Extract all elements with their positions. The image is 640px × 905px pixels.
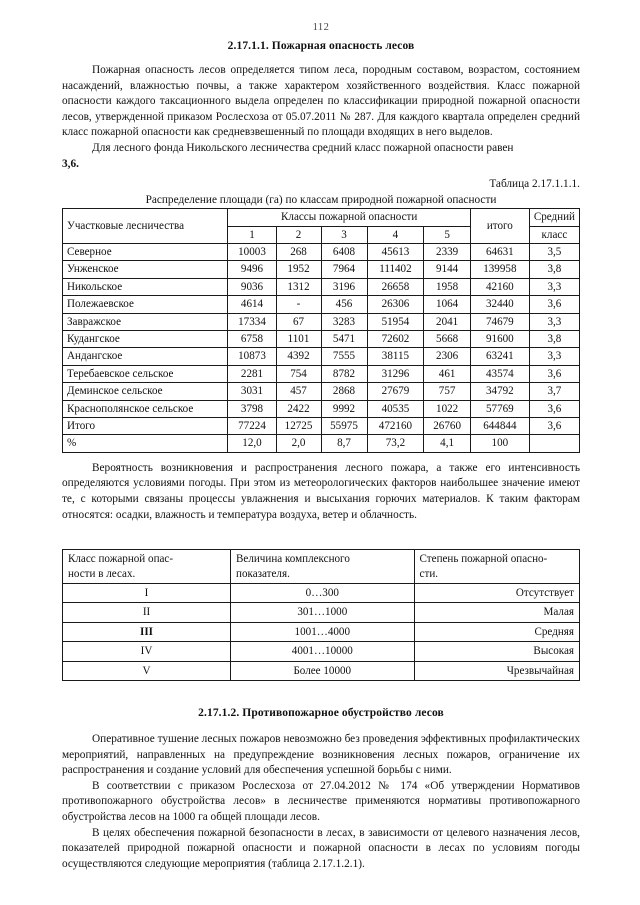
row-name: Кудангское xyxy=(63,331,228,348)
paragraph-safety-measures: В целях обеспечения пожарной безопасности в лесах, в зависимости от целевого назначения лесов, показателей природной пожарной опасности и пожарной опасности в лесах по условиям погоды осуществляются следующие мероприятия (таблица 2.17.1.2.1). xyxy=(62,826,580,870)
page-number: 112 xyxy=(312,22,330,33)
class-table-header-value xyxy=(231,550,415,584)
table-row xyxy=(63,365,580,382)
header-class-4: 4 xyxy=(367,226,424,243)
table-row xyxy=(63,313,580,330)
header-average-line2: класс xyxy=(529,226,579,243)
cell-class-5: 1022 xyxy=(424,400,471,417)
row-name: Полежаевское xyxy=(63,296,228,313)
paragraph-fire-suppression: Оперативное тушение лесных пожаров невозможно без проведения эффективных профилактических мероприятий, направленных на предупреждение возникновения лесных пожаров, ограничение их распространения и создание условий для обеспечения успешной борьбы с ними. xyxy=(62,733,580,777)
cell-class-4: 40535 xyxy=(367,400,424,417)
percent-total: 100 xyxy=(470,435,529,452)
percent-class-3: 8,7 xyxy=(321,435,367,452)
header-class-2: 2 xyxy=(276,226,321,243)
class-value: Более 10000 xyxy=(231,661,415,680)
cell-average: 3,7 xyxy=(529,383,579,400)
cell-class-4: 72602 xyxy=(367,331,424,348)
cell-average: 3,8 xyxy=(529,331,579,348)
header-total: итого xyxy=(470,209,529,244)
cell-class-1: 6758 xyxy=(228,331,276,348)
cell-class-3: 5471 xyxy=(321,331,367,348)
cell-class-2: 457 xyxy=(276,383,321,400)
cell-class-3: 6408 xyxy=(321,243,367,260)
class-table-row xyxy=(63,584,580,603)
degree-header-line1: Степень пожарной опасно- xyxy=(419,553,548,566)
class-roman: I xyxy=(63,584,231,603)
cell-total: 91600 xyxy=(470,331,529,348)
class-roman: IV xyxy=(63,642,231,661)
section-heading-fire-danger: 2.17.1.1. Пожарная опасность лесов xyxy=(227,40,415,52)
cell-class-5: 2306 xyxy=(424,348,471,365)
cell-average: 3,6 xyxy=(529,400,579,417)
cell-total: 63241 xyxy=(470,348,529,365)
cell-class-2: 67 xyxy=(276,313,321,330)
cell-class-1: 10003 xyxy=(228,243,276,260)
table-row xyxy=(63,348,580,365)
paragraph-order-174: В соответствии с приказом Рослесхоза от 27.04.2012 № 174 «Об утверждении Нормативов противопожарного обустройства лесов» в лесничестве применяются нормативы противопожарного обустройства лесов на 1000 га общей площади лесов. xyxy=(62,779,580,824)
cell-class-4: 26306 xyxy=(367,296,424,313)
cell-class-4: 51954 xyxy=(367,313,424,330)
paragraph-weather-factors: Вероятность возникновения и распространения лесного пожара, а также его интенсивность определяются условиями погоды. При этом из метеорологических факторов наибольшее значение имеют те, с которыми связаны процессы увлажнения и высыхания горючих материалов. К таким факторам относятся: осадки, влажность и температура воздуха, ветер и облачность. xyxy=(62,461,580,521)
cell-total: 32440 xyxy=(470,296,529,313)
average-class-value: 3,6. xyxy=(62,157,79,170)
cell-class-4: 26658 xyxy=(367,278,424,295)
cell-average: 3,8 xyxy=(529,261,579,278)
total-class-5: 26760 xyxy=(424,418,471,435)
cell-class-1: 9036 xyxy=(228,278,276,295)
class-degree: Малая xyxy=(414,603,579,622)
table-row xyxy=(63,383,580,400)
section-heading-fire-prevention: 2.17.1.2. Противопожарное обустройство лесов xyxy=(198,707,444,720)
header-average-line1: Средний xyxy=(529,209,579,226)
cell-average: 3,6 xyxy=(529,296,579,313)
cell-class-1: 3031 xyxy=(228,383,276,400)
class-degree: Отсутствует xyxy=(414,584,579,603)
cell-class-3: 8782 xyxy=(321,365,367,382)
total-class-4: 472160 xyxy=(367,418,424,435)
spacer xyxy=(62,523,580,549)
cell-class-5: 2339 xyxy=(424,243,471,260)
row-name: Деминское сельское xyxy=(63,383,228,400)
total-class-3: 55975 xyxy=(321,418,367,435)
cell-class-5: 1958 xyxy=(424,278,471,295)
class-header-line1: Класс пожарной опас- xyxy=(68,553,174,566)
class-degree: Чрезвычайная xyxy=(414,661,579,680)
cell-average: 3,3 xyxy=(529,313,579,330)
cell-class-5: 757 xyxy=(424,383,471,400)
table-caption-1: Распределение площади (га) по классам природной пожарной опасности xyxy=(145,194,497,207)
class-table-row xyxy=(63,622,580,641)
cell-class-2: 1952 xyxy=(276,261,321,278)
header-class-1: 1 xyxy=(228,226,276,243)
cell-average: 3,5 xyxy=(529,243,579,260)
table-fire-danger-classes xyxy=(62,549,580,681)
cell-average: 3,3 xyxy=(529,278,579,295)
cell-class-4: 45613 xyxy=(367,243,424,260)
row-name: Северное xyxy=(63,243,228,260)
cell-class-2: 1101 xyxy=(276,331,321,348)
class-value: 0…300 xyxy=(231,584,415,603)
percent-class-1: 12,0 xyxy=(228,435,276,452)
header-forestry: Участковые лесничества xyxy=(63,209,228,244)
value-header-line1: Величина комплексного xyxy=(236,553,350,566)
class-value: 301…1000 xyxy=(231,603,415,622)
percent-class-4: 73,2 xyxy=(367,435,424,452)
class-degree: Средняя xyxy=(414,622,579,641)
cell-class-1: 3798 xyxy=(228,400,276,417)
table-row xyxy=(63,261,580,278)
cell-total: 57769 xyxy=(470,400,529,417)
row-name: Краснополянское сельское xyxy=(63,400,228,417)
total-class-2: 12725 xyxy=(276,418,321,435)
class-table-header-row xyxy=(63,550,580,584)
row-name: Унженское xyxy=(63,261,228,278)
value-header-line2: показателя. xyxy=(236,567,290,580)
cell-class-1: 4614 xyxy=(228,296,276,313)
cell-class-1: 9496 xyxy=(228,261,276,278)
cell-total: 74679 xyxy=(470,313,529,330)
cell-class-2: 754 xyxy=(276,365,321,382)
cell-class-3: 456 xyxy=(321,296,367,313)
cell-total: 34792 xyxy=(470,383,529,400)
percent-row-name: % xyxy=(63,435,228,452)
cell-class-1: 10873 xyxy=(228,348,276,365)
table-total-row xyxy=(63,418,580,435)
table-area-by-fire-danger-class xyxy=(62,208,580,453)
cell-class-4: 31296 xyxy=(367,365,424,382)
class-table-header-degree xyxy=(414,550,579,584)
class-roman: II xyxy=(63,603,231,622)
paragraph-average-class xyxy=(62,141,580,157)
cell-class-2: 268 xyxy=(276,243,321,260)
table-row xyxy=(63,400,580,417)
cell-class-3: 2868 xyxy=(321,383,367,400)
cell-class-5: 1064 xyxy=(424,296,471,313)
cell-class-3: 3196 xyxy=(321,278,367,295)
row-name: Теребаевское сельское xyxy=(63,365,228,382)
cell-class-2: - xyxy=(276,296,321,313)
cell-class-3: 9992 xyxy=(321,400,367,417)
paragraph-average-class-text: Для лесного фонда Никольского лесничества средний класс пожарной опасности равен xyxy=(92,141,514,154)
cell-class-5: 461 xyxy=(424,365,471,382)
class-table-row xyxy=(63,642,580,661)
cell-total: 139958 xyxy=(470,261,529,278)
cell-average: 3,3 xyxy=(529,348,579,365)
cell-class-2: 1312 xyxy=(276,278,321,295)
class-value: 4001…10000 xyxy=(231,642,415,661)
cell-class-5: 9144 xyxy=(424,261,471,278)
cell-class-2: 2422 xyxy=(276,400,321,417)
class-degree: Высокая xyxy=(414,642,579,661)
degree-header-line2: сти. xyxy=(419,567,439,580)
table-header-row-1 xyxy=(63,209,580,226)
cell-class-1: 17334 xyxy=(228,313,276,330)
header-class-3: 3 xyxy=(321,226,367,243)
row-name: Андангское xyxy=(63,348,228,365)
cell-class-4: 111402 xyxy=(367,261,424,278)
table-row xyxy=(63,296,580,313)
class-value: 1001…4000 xyxy=(231,622,415,641)
cell-total: 64631 xyxy=(470,243,529,260)
cell-total: 42160 xyxy=(470,278,529,295)
spacer xyxy=(62,453,580,461)
cell-class-1: 2281 xyxy=(228,365,276,382)
percent-average xyxy=(529,435,579,452)
percent-class-5: 4,1 xyxy=(424,435,471,452)
cell-class-3: 7555 xyxy=(321,348,367,365)
spacer xyxy=(62,681,580,707)
total-total: 644844 xyxy=(470,418,529,435)
table-label-1: Таблица 2.17.1.1.1. xyxy=(489,178,580,191)
table-row xyxy=(63,331,580,348)
class-table-header-class xyxy=(63,550,231,584)
cell-average: 3,6 xyxy=(529,365,579,382)
table-row xyxy=(63,278,580,295)
cell-total: 43574 xyxy=(470,365,529,382)
cell-class-2: 4392 xyxy=(276,348,321,365)
total-average: 3,6 xyxy=(529,418,579,435)
class-header-line2: ности в лесах. xyxy=(68,567,136,580)
class-roman: III xyxy=(63,622,231,641)
paragraph-fire-danger-definition: Пожарная опасность лесов определяется типом леса, породным составом, возрастом, состоянием насаждений, влажностью почвы, а также характером хозяйственного воздействия. Класс пожарной опасности каждого таксационного выдела определен по классификации природной пожарной опасности лесов, утвержденной приказом Рослесхоза от 05.07.2011 № 287. Для каждого квартала определен средний класс пожарной опасности как средневзвешенный по площади входящих в него выделов. xyxy=(62,64,580,139)
header-classes-group: Классы пожарной опасности xyxy=(228,209,470,226)
class-table-row xyxy=(63,661,580,680)
cell-class-4: 38115 xyxy=(367,348,424,365)
table-row xyxy=(63,243,580,260)
cell-class-5: 2041 xyxy=(424,313,471,330)
cell-class-3: 7964 xyxy=(321,261,367,278)
row-name: Завражское xyxy=(63,313,228,330)
row-name: Никольское xyxy=(63,278,228,295)
class-table-row xyxy=(63,603,580,622)
cell-class-5: 5668 xyxy=(424,331,471,348)
percent-class-2: 2,0 xyxy=(276,435,321,452)
total-row-name: Итого xyxy=(63,418,228,435)
cell-class-3: 3283 xyxy=(321,313,367,330)
cell-class-4: 27679 xyxy=(367,383,424,400)
table-percent-row xyxy=(63,435,580,452)
class-roman: V xyxy=(63,661,231,680)
total-class-1: 77224 xyxy=(228,418,276,435)
header-class-5: 5 xyxy=(424,226,471,243)
